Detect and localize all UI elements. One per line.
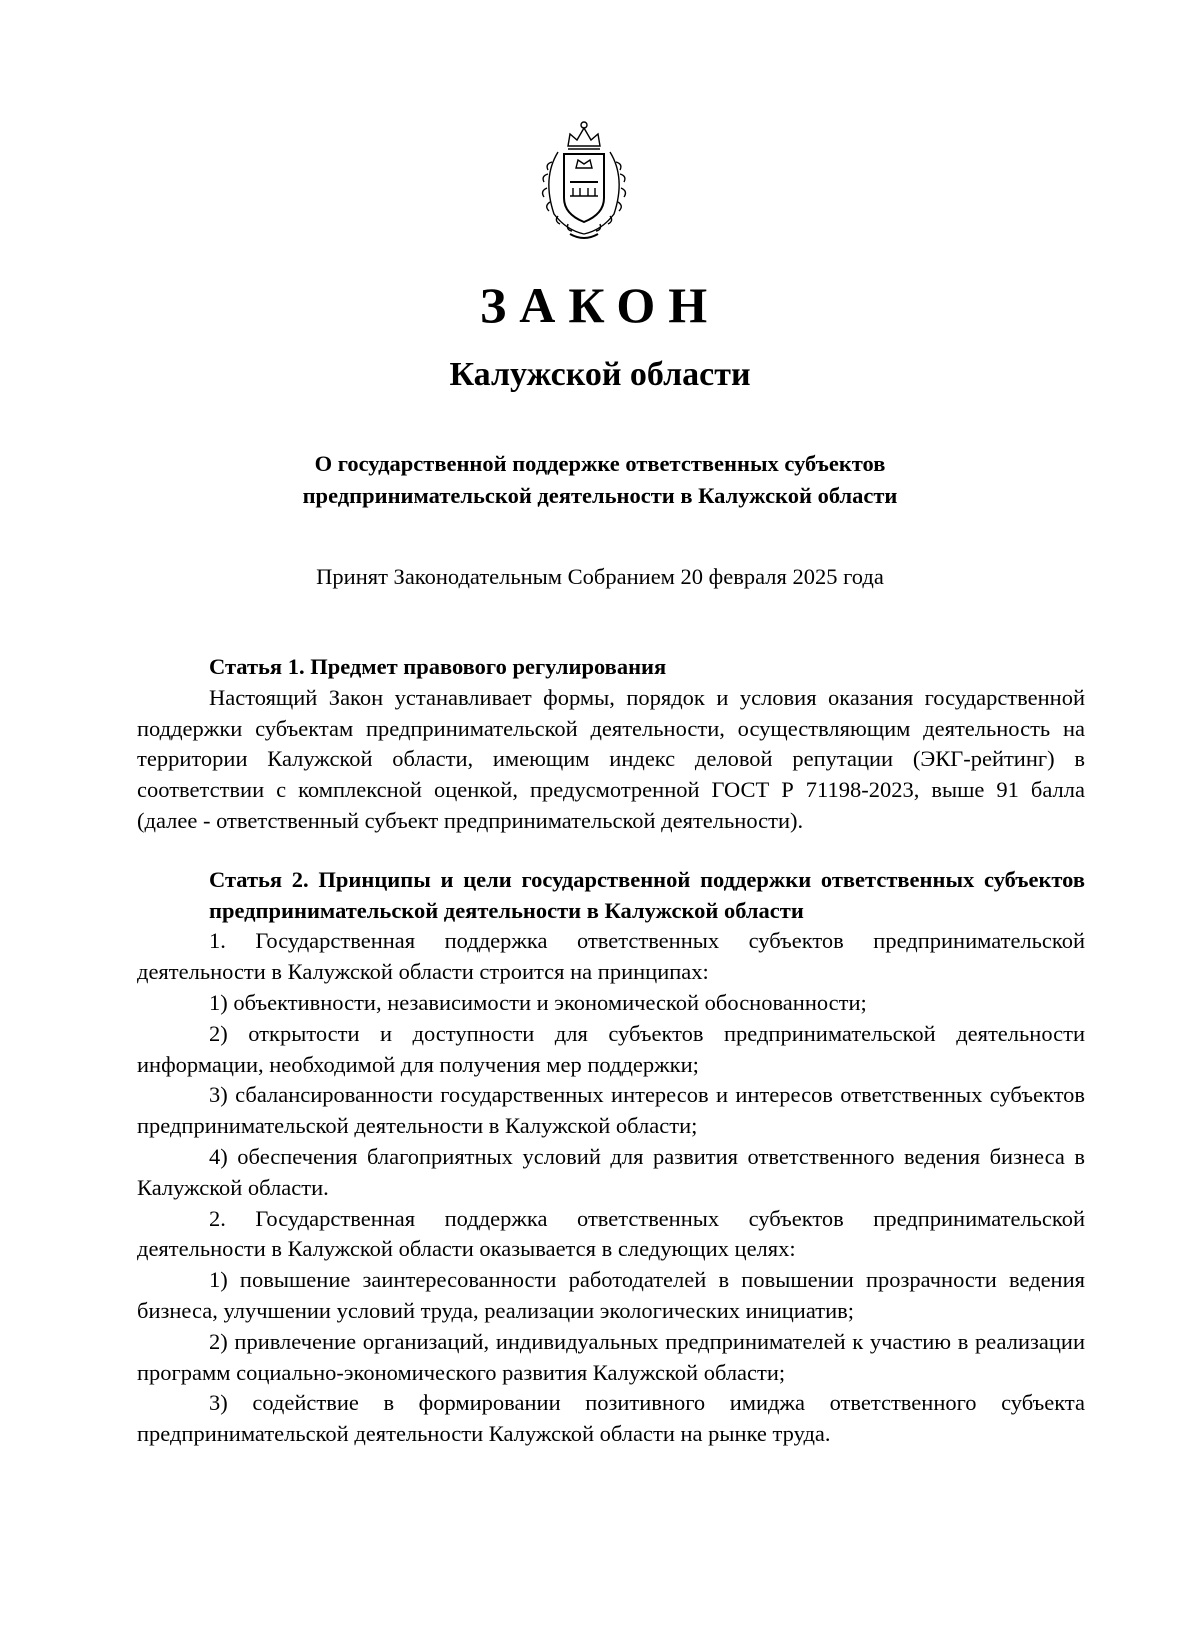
article-2-paragraph: 3) сбалансированности государственных интересов и интересов ответственных субъектов предпринимательской деятельности в Калужской области; xyxy=(137,1082,1085,1139)
law-subject-line-1: О государственной поддержке ответственных субъектов xyxy=(314,451,886,476)
article-2-heading: Статья 2. Принципы и цели государственной поддержки ответственных субъектов предпринимательской деятельности в Калужской области xyxy=(209,866,1085,923)
law-subject-line-2: предпринимательской деятельности в Калужской области xyxy=(302,483,898,508)
article-2-paragraph: 2) открытости и доступности для субъектов предпринимательской деятельности информации, необходимой для получения мер поддержки; xyxy=(137,1020,1085,1077)
article-1-heading: Статья 1. Предмет правового регулирования xyxy=(209,654,667,679)
document-body xyxy=(137,652,1085,1450)
document-region: Калужской области xyxy=(449,356,751,393)
coat-of-arms-emblem xyxy=(530,116,638,244)
article-2-paragraph: 4) обеспечения благоприятных условий для развития ответственного ведения бизнеса в Калужской области. xyxy=(137,1143,1085,1200)
article-1-text: Настоящий Закон устанавливает формы, порядок и условия оказания государственной поддержки субъектам предпринимательской деятельности, осуществляющим деятельность на территории Калужской области, имеющим индекс деловой репутации (ЭКГ-рейтинг) в соответствии с комплексной оценкой, предусмотренной ГОСТ Р 71198-2023, выше 91 балла (далее - ответственный субъект предпринимательской деятельности). xyxy=(137,684,1085,833)
law-subject xyxy=(0,448,1200,512)
article-2-paragraph: 1. Государственная поддержка ответственных субъектов предпринимательской деятельности в Калужской области строится на принципах: xyxy=(137,928,1085,985)
section-gap xyxy=(137,837,1085,865)
adoption-note: Принят Законодательным Собранием 20 февраля 2025 года xyxy=(316,564,884,589)
article-2-paragraph: 1) объективности, независимости и экономической обоснованности; xyxy=(209,989,867,1015)
document-title: ЗАКОН xyxy=(479,277,721,333)
article-2-paragraph: 3) содействие в формировании позитивного имиджа ответственного субъекта предпринимательской деятельности Калужской области на рынке труда. xyxy=(137,1390,1085,1447)
article-2-paragraph: 1) повышение заинтересованности работодателей в повышении прозрачности ведения бизнеса, улучшении условий труда, реализации экологических инициатив; xyxy=(137,1267,1085,1323)
article-2-paragraph: 2) привлечение организаций, индивидуальных предпринимателей к участию в реализации программ социально-экономического развития Калужской области; xyxy=(137,1328,1085,1385)
article-2-paragraph: 2. Государственная поддержка ответственных субъектов предпринимательской деятельности в Калужской области оказывается в следующих целях: xyxy=(137,1205,1085,1262)
